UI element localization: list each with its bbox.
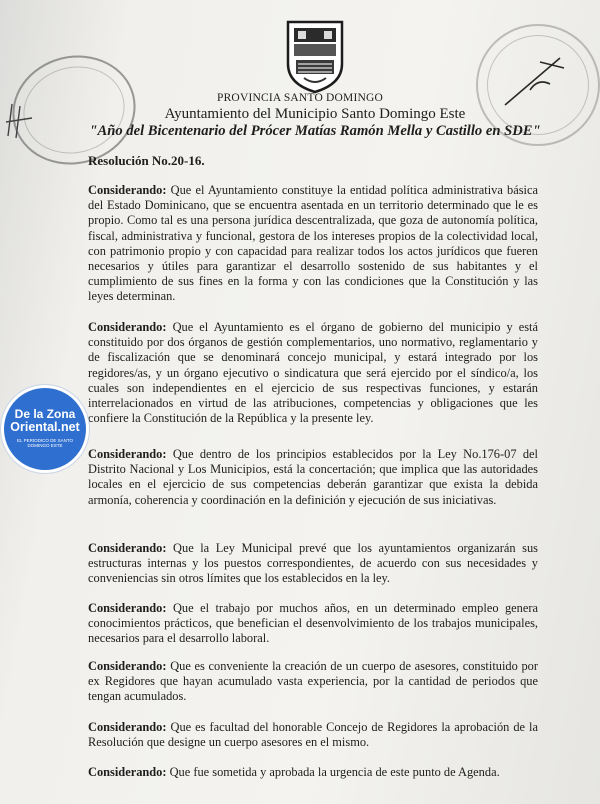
considerando-text: Que la Ley Municipal prevé que los ayuntamientos organizarán sus estructuras internas y los puestos correspondientes, de acuerdo con sus necesidades y conveniencias sin otros límites que los establecidos en la ley. xyxy=(88,541,538,586)
considerando-text: Que el Ayuntamiento es el órgano de gobierno del municipio y está constituido por dos órganos de gestión complementarios, uno normativo, reglamentario y de fiscalización que se denominará concejo municipal, y estará integrado por los regidores/as, y un órgano ejecutivo o sindicatura que será ejercido por el síndico/a, los cuales son independientes en el ejercicio de sus respectivas funciones, y estarán interrelacionados en virtud de las atribuciones, competencias y obligaciones que les confiere la Constitución de la República y la presente ley. xyxy=(88,320,538,426)
considerando-paragraph xyxy=(88,183,538,305)
considerando-paragraph xyxy=(88,720,538,750)
considerando-paragraph xyxy=(88,659,538,705)
considerando-paragraph xyxy=(88,320,538,426)
municipality-title: Ayuntamiento del Municipio Santo Domingo Este xyxy=(164,106,466,122)
year-motto: "Año del Bicentenario del Prócer Matías Ramón Mella y Castillo en SDE" xyxy=(89,123,541,139)
municipal-crest-logo xyxy=(284,20,346,94)
considerando-keyword: Considerando: xyxy=(88,720,167,734)
considerando-paragraph xyxy=(88,541,538,587)
considerando-paragraph xyxy=(88,601,538,647)
considerando-keyword: Considerando: xyxy=(88,447,167,461)
considerando-keyword: Considerando: xyxy=(88,320,167,334)
watermark-line2: Oriental.net xyxy=(10,420,80,434)
considerando-text: Que es conveniente la creación de un cuerpo de asesores, constituido por ex Regidores que hayan acumulado vasta experiencia, por la cantidad de periodos que tengan acumulados. xyxy=(88,659,538,704)
considerando-paragraph xyxy=(88,447,538,508)
watermark-line3: EL PERIODICO DE SANTO DOMINGO ESTE xyxy=(16,438,73,448)
considerando-paragraph xyxy=(88,765,538,780)
considerando-text: Que el Ayuntamiento constituye la entidad política administrativa básica del Estado Dominicano, que se encuentra asentada en un territorio determinado que le es propio. Como tal es una persona jurídica descentralizada, que goza de autonomía política, fiscal, administrativa y funcional, gestora de los intereses propios de la colectividad local, con patrimonio propio y con capacidad para realizar todos los actos jurídicos que fueren necesarios y útiles para garantizar el desarrollo sostenido de sus habitantes y el cumplimiento de sus fines en la forma y con las condiciones que la Constitución y las leyes determinan. xyxy=(88,183,538,304)
considerando-keyword: Considerando: xyxy=(88,601,167,615)
considerando-keyword: Considerando: xyxy=(88,183,167,197)
watermark-badge xyxy=(4,388,86,470)
considerando-text: Que el trabajo por muchos años, en un determinado empleo genera conocimientos prácticos, que benefician el desenvolvimiento de los trabajos municipales, necesarios para el desarrollo laboral. xyxy=(88,601,538,646)
considerando-text: Que fue sometida y aprobada la urgencia de este punto de Agenda. xyxy=(166,765,500,779)
considerando-keyword: Considerando: xyxy=(88,659,167,673)
considerando-keyword: Considerando: xyxy=(88,541,167,555)
resolution-number: Resolución No.20-16. xyxy=(88,153,205,168)
watermark-line1: De la Zona xyxy=(14,407,76,421)
province-heading: PROVINCIA SANTO DOMINGO xyxy=(216,92,384,104)
considerando-text: Que es facultad del honorable Concejo de Regidores la aprobación de la Resolución que designe un cuerpo asesores en el mismo. xyxy=(88,720,538,750)
considerando-text: Que dentro de los principios establecidos por la Ley No.176-07 del Distrito Nacional y Los Municipios, está la concertación; que implica que las autoridades locales en el ejercicio de sus competencias deberán garantizar que exista la debida armonía, coherencia y coordinación en la definición y ejecución de sus iniciativas. xyxy=(88,447,538,507)
considerando-keyword: Considerando: xyxy=(88,765,167,779)
